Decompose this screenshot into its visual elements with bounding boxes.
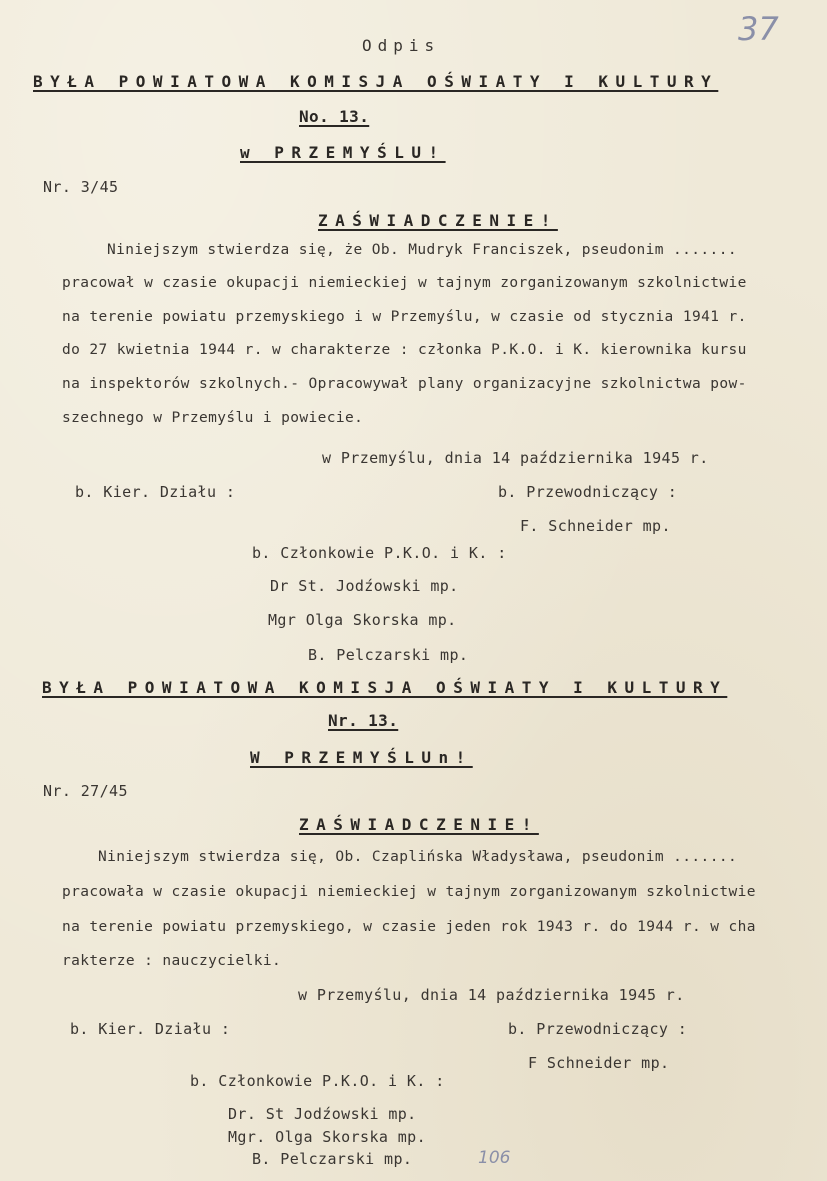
chairman-name-1: F. Schneider mp.: [520, 517, 671, 535]
body-line-2-3: na terenie powiatu przemyskiego, w czasie jeden rok 1943 r. do 1944 r. w cha: [62, 919, 756, 935]
footer-number-annotation: 106: [478, 1148, 511, 1168]
member-1-3: B. Pelczarski mp.: [308, 646, 469, 664]
commission-number-2: Nr. 13.: [328, 711, 399, 730]
body-line-1-1: Niniejszym stwierdza się, że Ob. Mudryk Franciszek, pseudonim .......: [107, 242, 737, 258]
reference-number-1: Nr. 3/45: [43, 178, 119, 196]
commission-place-1: w PRZEMYŚLU!: [240, 143, 446, 162]
member-2-1: Dr. St Jodźowski mp.: [228, 1105, 417, 1123]
commission-title-2: BYŁA POWIATOWA KOMISJA OŚWIATY I KULTURY: [42, 678, 728, 697]
commission-title-1: BYŁA POWIATOWA KOMISJA OŚWIATY I KULTURY: [33, 72, 719, 91]
body-line-1-2: pracował w czasie okupacji niemieckiej w tajnym zorganizowanym szkolnictwie: [62, 275, 747, 291]
department-head-1: b. Kier. Działu :: [75, 483, 236, 501]
page-number-annotation: 37: [738, 10, 779, 48]
body-line-2-4: rakterze : nauczycielki.: [62, 953, 282, 969]
chairman-name-2: F Schneider mp.: [528, 1054, 670, 1072]
body-line-1-4: do 27 kwietnia 1944 r. w charakterze : członka P.K.O. i K. kierownika kursu: [62, 342, 747, 358]
member-2-3: B. Pelczarski mp.: [252, 1150, 413, 1168]
reference-number-2: Nr. 27/45: [43, 782, 128, 800]
certificate-title-1: ZAŚWIADCZENIE!: [318, 211, 558, 230]
chairman-label-1: b. Przewodniczący :: [498, 483, 678, 501]
member-2-2: Mgr. Olga Skorska mp.: [228, 1128, 427, 1146]
date-line-1: w Przemyślu, dnia 14 października 1945 r.: [322, 449, 709, 467]
body-line-1-5: na inspektorów szkolnych.- Opracowywał plany organizacyjne szkolnictwa pow-: [62, 376, 747, 392]
member-1-2: Mgr Olga Skorska mp.: [268, 611, 457, 629]
commission-number-1: No. 13.: [299, 107, 370, 126]
certificate-title-2: ZAŚWIADCZENIE!: [299, 815, 539, 834]
date-line-2: w Przemyślu, dnia 14 października 1945 r.: [298, 986, 685, 1004]
body-line-2-2: pracowała w czasie okupacji niemieckiej w tajnym zorganizowanym szkolnictwie: [62, 884, 756, 900]
body-line-2-1: Niniejszym stwierdza się, Ob. Czaplińska Władysława, pseudonim .......: [98, 849, 738, 865]
members-label-1: b. Członkowie P.K.O. i K. :: [252, 544, 507, 562]
body-line-1-3: na terenie powiatu przemyskiego i w Przemyślu, w czasie od stycznia 1941 r.: [62, 309, 747, 325]
body-line-1-6: szechnego w Przemyślu i powiecie.: [62, 410, 364, 426]
department-head-2: b. Kier. Działu :: [70, 1020, 231, 1038]
copy-header: Odpis: [362, 36, 441, 55]
chairman-label-2: b. Przewodniczący :: [508, 1020, 688, 1038]
members-label-2: b. Członkowie P.K.O. i K. :: [190, 1072, 445, 1090]
commission-place-2: W PRZEMYŚLUn!: [250, 748, 473, 767]
member-1-1: Dr St. Jodźowski mp.: [270, 577, 459, 595]
